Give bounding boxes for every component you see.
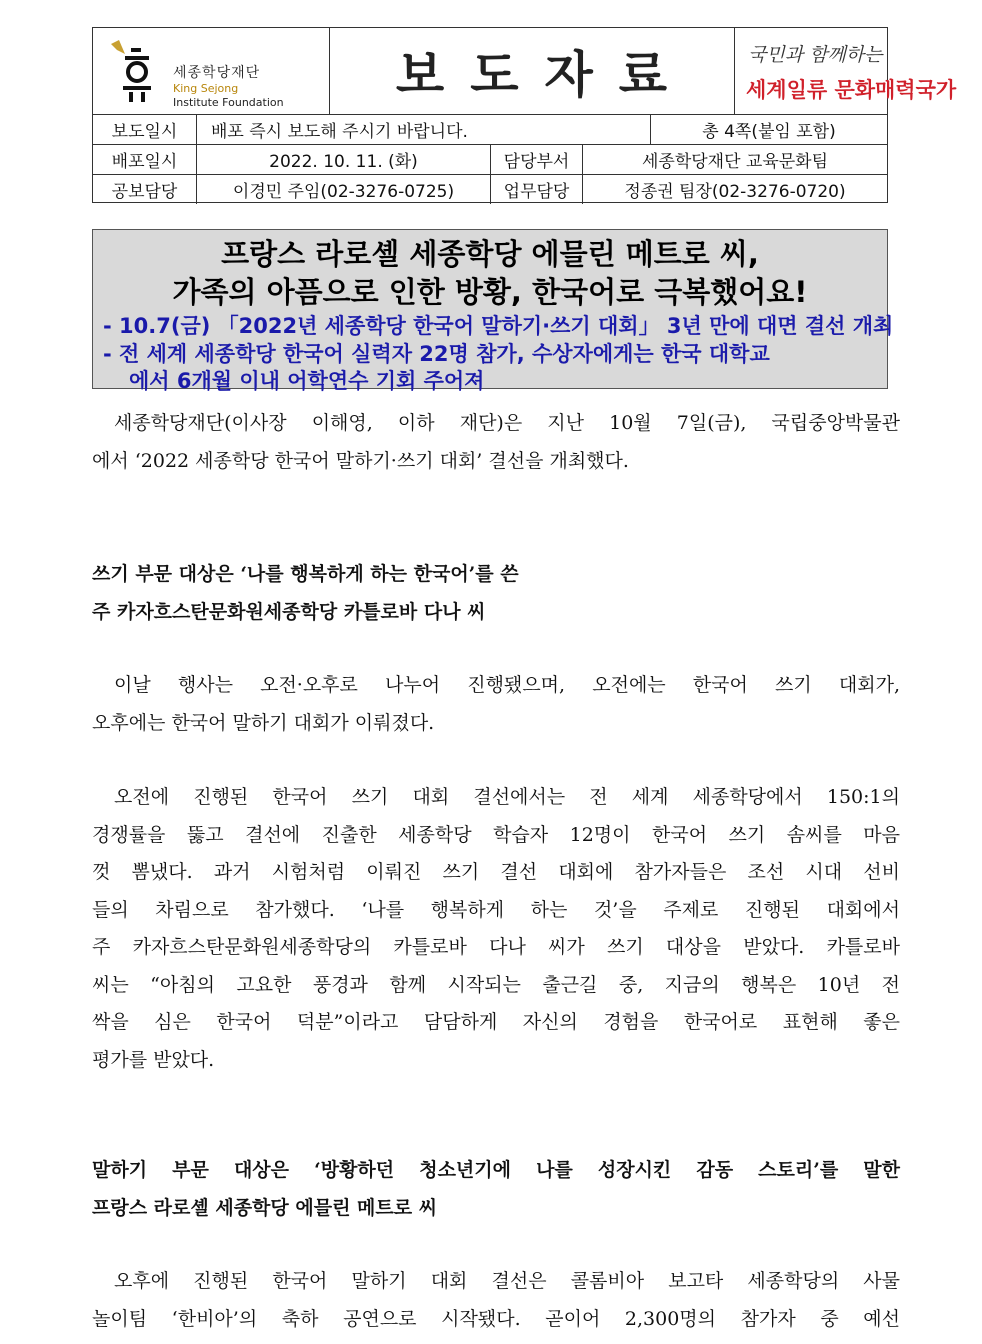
paragraph-writing-contest <box>92 779 900 1079</box>
report-date-label: 보도일시 <box>93 114 197 144</box>
paragraph-schedule <box>92 667 900 742</box>
slogan-line-2: 세계일류 문화매력국가 <box>746 78 957 102</box>
headline-line-1: 프랑스 라로셸 세종학당 에믈린 메트로 씨, <box>221 237 759 271</box>
subheadline-1: - 10.7(금) 「2022년 세종학당 한국어 말하기·쓰기 대회」 3년 만에 대면 결선 개최 <box>103 314 894 338</box>
distribution-value: 2022. 10. 11. (화) <box>197 144 491 174</box>
contact-row <box>93 174 887 204</box>
heading-line: 쓰기 부문 대상은 ‘나를 행복하게 하는 한국어’를 쓴 <box>92 563 519 585</box>
dept-label: 담당부서 <box>491 144 583 174</box>
doc-title: 보도자료 <box>395 46 694 104</box>
paragraph-line: 들의 차림으로 참가했다. ‘나를 행복하게 하는 것’을 주제로 진행된 대회에서 <box>92 898 900 921</box>
dept-value: 세종학당재단 교육문화팀 <box>641 151 829 172</box>
subheadline-2: - 전 세계 세종학당 한국어 실력자 22명 참가, 수상자에게는 한국 대학교 <box>103 342 770 366</box>
subheadline-3: 에서 6개월 이내 어학연수 기회 주어져 <box>129 369 485 393</box>
section-heading-speaking <box>92 1151 900 1227</box>
pr-value: 이경민 주임(02-3276-0725) <box>197 174 491 204</box>
paragraph-speaking-contest <box>92 1263 900 1338</box>
logo-name-ko: 세종학당재단 <box>173 65 261 81</box>
logo-name-en-1: King Sejong <box>173 82 239 95</box>
paragraph-line: 씨는 “아침의 고요한 풍경과 함께 시작되는 출근길 중, 지금의 행복은 10년 전 <box>92 973 900 996</box>
paragraph-intro <box>92 405 900 480</box>
paragraph-line: 놀이팀 ‘한비아’의 축하 공연으로 시작됐다. 곧이어 2,300명의 참가자 중 예선 <box>92 1307 900 1330</box>
paragraph-line: 오후에는 한국어 말하기 대회가 이뤄졌다. <box>92 711 435 734</box>
work-value: 정종권 팀장(02-3276-0720) <box>624 181 846 202</box>
paragraph-line: 주 카자흐스탄문화원세종학당의 카틀로바 다나 씨가 쓰기 대상을 받았다. 카틀로바 <box>92 936 900 958</box>
paragraph-line: 싹을 심은 한국어 덕분”이라고 담담하게 자신의 경험을 한국어로 표현해 좋은 <box>92 1011 900 1033</box>
report-date-row <box>93 114 887 145</box>
work-label: 업무담당 <box>491 174 583 204</box>
paragraph-line: 오후에 진행된 한국어 말하기 대회 결선은 콜롬비아 보고타 세종학당의 사물 <box>114 1270 900 1292</box>
paragraph-line: 평가를 받았다. <box>92 1048 215 1071</box>
title-cell <box>329 28 735 114</box>
logo-name-en-2: Institute Foundation <box>173 96 284 109</box>
header-table <box>92 27 957 203</box>
headline-line-2: 가족의 아픔으로 인한 방황, 한국어로 극복했어요! <box>172 275 808 309</box>
section-heading-writing <box>92 555 519 631</box>
slogan-cell <box>734 28 957 114</box>
heading-line: 말하기 부문 대상은 ‘방황하던 청소년기에 나를 성장시킨 감동 스토리’를 말한 <box>92 1159 900 1181</box>
pr-label: 공보담당 <box>93 174 197 204</box>
paragraph-line: 껏 뽐냈다. 과거 시험처럼 이뤄진 쓰기 결선 대회에 참가자들은 조선 시대 선비 <box>92 861 900 883</box>
paragraph-line: 경쟁률을 뚫고 결선에 진출한 세종학당 학습자 12명이 한국어 쓰기 솜씨를 마음 <box>92 823 900 846</box>
header-top-row <box>93 28 957 115</box>
distribution-row <box>93 144 887 175</box>
king-sejong-logo-icon <box>101 38 165 108</box>
paragraph-line: 오전에 진행된 한국어 쓰기 대회 결선에서는 전 세계 세종학당에서 150:1의 <box>114 786 900 808</box>
heading-line: 프랑스 라로셸 세종학당 에믈린 메트로 씨 <box>92 1197 438 1219</box>
distribution-label: 배포일시 <box>93 144 197 174</box>
paragraph-line: 에서 ‘2022 세종학당 한국어 말하기·쓰기 대회’ 결선을 개최했다. <box>92 449 629 472</box>
heading-line: 주 카자흐스탄문화원세종학당 카틀로바 다나 씨 <box>92 601 486 623</box>
paragraph-line: 이날 행사는 오전·오후로 나누어 진행됐으며, 오전에는 한국어 쓰기 대회가, <box>114 674 900 696</box>
report-date-value: 배포 즉시 보도해 주시기 바랍니다. <box>197 114 651 144</box>
slogan-line-1: 국민과 함께하는 <box>748 44 883 66</box>
logo-cell <box>93 28 330 114</box>
paragraph-line: 세종학당재단(이사장 이해영, 이하 재단)은 지난 10월 7일(금), 국립중앙박물관 <box>114 412 900 434</box>
page-count: 총 4쪽(붙임 포함) <box>702 121 836 142</box>
headline-box <box>92 229 894 393</box>
